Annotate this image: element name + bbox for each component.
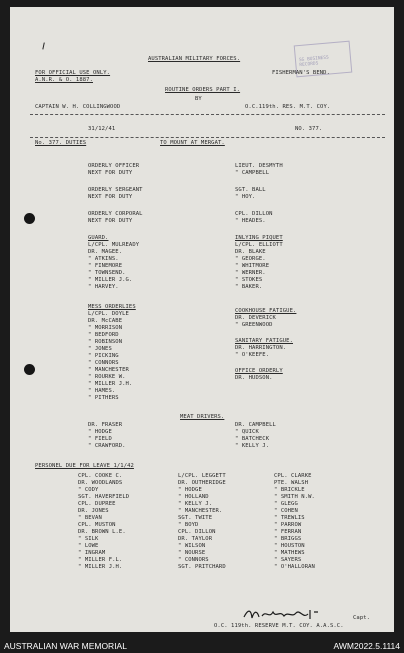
- leave-line: " MANCHESTER.: [178, 508, 223, 514]
- document-page: [10, 7, 394, 632]
- mess-line: " HAMES.: [88, 388, 116, 394]
- meat-line: " CRAWFORD.: [88, 443, 126, 449]
- leave-line: " HODGE: [178, 487, 202, 493]
- duty-line: NEXT FOR DUTY: [88, 218, 133, 224]
- duty-line: CPL. DILLON: [235, 211, 273, 217]
- fatigue-line: DR. HUDSON.: [235, 375, 273, 381]
- leave-line: " MILLER J.H.: [78, 564, 123, 570]
- duty-line: ORDERLY CORPORAL: [88, 211, 143, 217]
- leave-line: " O'HALLORAN: [274, 564, 315, 570]
- duty-line: " HEADES.: [235, 218, 266, 224]
- meat-line: " HODGE: [88, 429, 112, 435]
- leave-line: " FERRAN: [274, 529, 302, 535]
- routine-orders: ROUTINE ORDERS PART I.: [165, 87, 241, 93]
- official-use: FOR OFFICIAL USE ONLY.: [35, 70, 111, 76]
- duty-line: " WHITMORE: [235, 263, 270, 269]
- meat-line: " BATCHECK: [235, 436, 270, 442]
- mess-line: " JONES: [88, 346, 112, 352]
- mess-line: " CONNORS: [88, 360, 119, 366]
- mess-line: " ROURKE W.: [88, 374, 126, 380]
- leave-line: " BRICKLE: [274, 487, 305, 493]
- leave-line: " GLEGG: [274, 501, 298, 507]
- anr-ref: A.N.R. & O. 1887.: [35, 77, 93, 83]
- duty-line: NEXT FOR DUTY: [88, 194, 133, 200]
- duty-line: " ATKINS.: [88, 256, 119, 262]
- leave-line: DR. WOODLANDS: [78, 480, 123, 486]
- leave-line: " BRIGGS: [274, 536, 302, 542]
- fatigue-line: COOKHOUSE FATIGUE.: [235, 308, 297, 314]
- duties-title: No. 377. DUTIES: [35, 140, 87, 146]
- duties-subtitle: TO MOUNT AT MERGAT.: [160, 140, 225, 146]
- mess-line: DR. McCABE: [88, 318, 123, 324]
- leave-line: SGT. PRITCHARD: [178, 564, 226, 570]
- footer-source: AUSTRALIAN WAR MEMORIAL: [4, 641, 127, 651]
- leave-line: " SILK: [78, 536, 99, 542]
- leave-line: " CONNORS: [178, 557, 209, 563]
- signature-line: O.C. 119th. RESERVE M.T. COY. A.A.S.C.: [214, 623, 344, 629]
- leave-line: CPL. DUPREE: [78, 501, 116, 507]
- meat-title: MEAT DRIVERS.: [180, 414, 225, 420]
- leave-line: CPL. DILLON: [178, 529, 216, 535]
- punch-hole: [24, 213, 35, 224]
- leave-title: PERSONEL DUE FOR LEAVE 1/1/42: [35, 463, 134, 469]
- leave-line: " MILLER F.L.: [78, 557, 123, 563]
- meat-line: DR. FRASER: [88, 422, 123, 428]
- tick-mark: [42, 42, 49, 50]
- duty-line: " WERNER.: [235, 270, 266, 276]
- mess-line: " MILLER J.H.: [88, 381, 133, 387]
- leave-line: CPL. COOKE C.: [78, 473, 123, 479]
- duty-line: " CAMPBELL: [235, 170, 270, 176]
- duty-line: LIEUT. DESMYTH: [235, 163, 283, 169]
- duty-line: INLYING PIQUET: [235, 235, 283, 241]
- meat-line: " QUICK: [235, 429, 259, 435]
- leave-line: " SMITH N.W.: [274, 494, 315, 500]
- mess-line: MESS ORDERLIES: [88, 304, 136, 310]
- leave-line: SGT. TWITE: [178, 515, 213, 521]
- leave-line: " INGRAM: [78, 550, 106, 556]
- records-stamp: SG BUSINESS RECORDS: [294, 41, 353, 78]
- leave-line: " HOUSTON: [274, 543, 305, 549]
- leave-line: " HOLLAND: [178, 494, 209, 500]
- leave-line: " BOYD: [178, 522, 199, 528]
- fatigue-line: " O'KEEFE.: [235, 352, 270, 358]
- duty-line: L/CPL. MULREADY: [88, 242, 140, 248]
- divider: [30, 114, 385, 115]
- leave-line: DR. BROWN L.E.: [78, 529, 126, 535]
- duty-line: SGT. BALL: [235, 187, 266, 193]
- fatigue-line: " GREENWOOD: [235, 322, 273, 328]
- fatigue-line: DR. DEVERICK: [235, 315, 276, 321]
- mess-line: " PICKING: [88, 353, 119, 359]
- leave-line: " LOWE: [78, 543, 99, 549]
- signature-rank: Capt.: [353, 615, 371, 621]
- leave-line: " WILSON: [178, 543, 206, 549]
- duty-line: " TOWNSEND.: [88, 270, 126, 276]
- leave-line: " CODY: [78, 487, 99, 493]
- duty-line: ORDERLY OFFICER: [88, 163, 140, 169]
- footer-reference: AWM2022.5.1114: [333, 641, 400, 651]
- duty-line: " MILLER J.G.: [88, 277, 133, 283]
- meat-line: " FIELD: [88, 436, 112, 442]
- meat-line: " KELLY J.: [235, 443, 270, 449]
- leave-line: DR. JONES: [78, 508, 109, 514]
- leave-line: " KELLY J.: [178, 501, 213, 507]
- duty-line: " HARVEY.: [88, 284, 119, 290]
- meat-line: DR. CAMPBELL: [235, 422, 276, 428]
- leave-line: " TREWLIS: [274, 515, 305, 521]
- leave-line: CPL. CLARKE: [274, 473, 312, 479]
- handwritten-signature: [242, 607, 332, 621]
- duty-line: " GEORGE.: [235, 256, 266, 262]
- duty-line: DR. BLAKE: [235, 249, 266, 255]
- leave-line: L/CPL. LEGGETT: [178, 473, 226, 479]
- divider: [30, 137, 385, 138]
- duty-line: GUARD.: [88, 235, 109, 241]
- duty-line: " BAKER.: [235, 284, 263, 290]
- duty-line: " STOKES: [235, 277, 263, 283]
- leave-line: " NOURSE: [178, 550, 206, 556]
- fatigue-line: SANITARY FATIGUE.: [235, 338, 293, 344]
- captain: CAPTAIN W. H. COLLINGWOOD: [35, 104, 121, 110]
- mess-line: " MANCHESTER: [88, 367, 129, 373]
- leave-line: " COHEN: [274, 508, 298, 514]
- mess-line: " PITHERS: [88, 395, 119, 401]
- by-label: BY: [195, 96, 202, 102]
- doc-title: AUSTRALIAN MILITARY FORCES.: [148, 56, 241, 62]
- station: FISHERMAN'S BEND.: [272, 70, 330, 76]
- duty-line: ORDERLY SERGEANT: [88, 187, 143, 193]
- duty-line: " FINEMORE: [88, 263, 123, 269]
- oc-unit: O.C.119th. RES. M.T. COY.: [245, 104, 331, 110]
- leave-line: SGT. HAVERFIELD: [78, 494, 130, 500]
- punch-hole: [24, 364, 35, 375]
- leave-line: PTE. WALSH: [274, 480, 309, 486]
- duty-line: DR. MAGEE.: [88, 249, 123, 255]
- leave-line: " SAYERS: [274, 557, 302, 563]
- fatigue-line: DR. HARRINGTON.: [235, 345, 287, 351]
- duty-line: NEXT FOR DUTY: [88, 170, 133, 176]
- duty-line: " HOY.: [235, 194, 256, 200]
- leave-line: " MATHEWS: [274, 550, 305, 556]
- duty-line: L/CPL. ELLIOTT: [235, 242, 283, 248]
- leave-line: " PARROW: [274, 522, 302, 528]
- mess-line: L/CPL. DOYLE: [88, 311, 129, 317]
- mess-line: " BEDFORD: [88, 332, 119, 338]
- fatigue-line: OFFICE ORDERLY: [235, 368, 283, 374]
- mess-line: " ROBINSON: [88, 339, 123, 345]
- order-date: 31/12/41: [88, 126, 116, 132]
- leave-line: DR. OUTHERIDGE: [178, 480, 226, 486]
- mess-line: " MORRISON: [88, 325, 123, 331]
- order-number: NO. 377.: [295, 126, 323, 132]
- leave-line: CPL. MUSTON: [78, 522, 116, 528]
- leave-line: " BEVAN: [78, 515, 102, 521]
- leave-line: DR. TAYLOR: [178, 536, 213, 542]
- archive-footer: [0, 637, 404, 653]
